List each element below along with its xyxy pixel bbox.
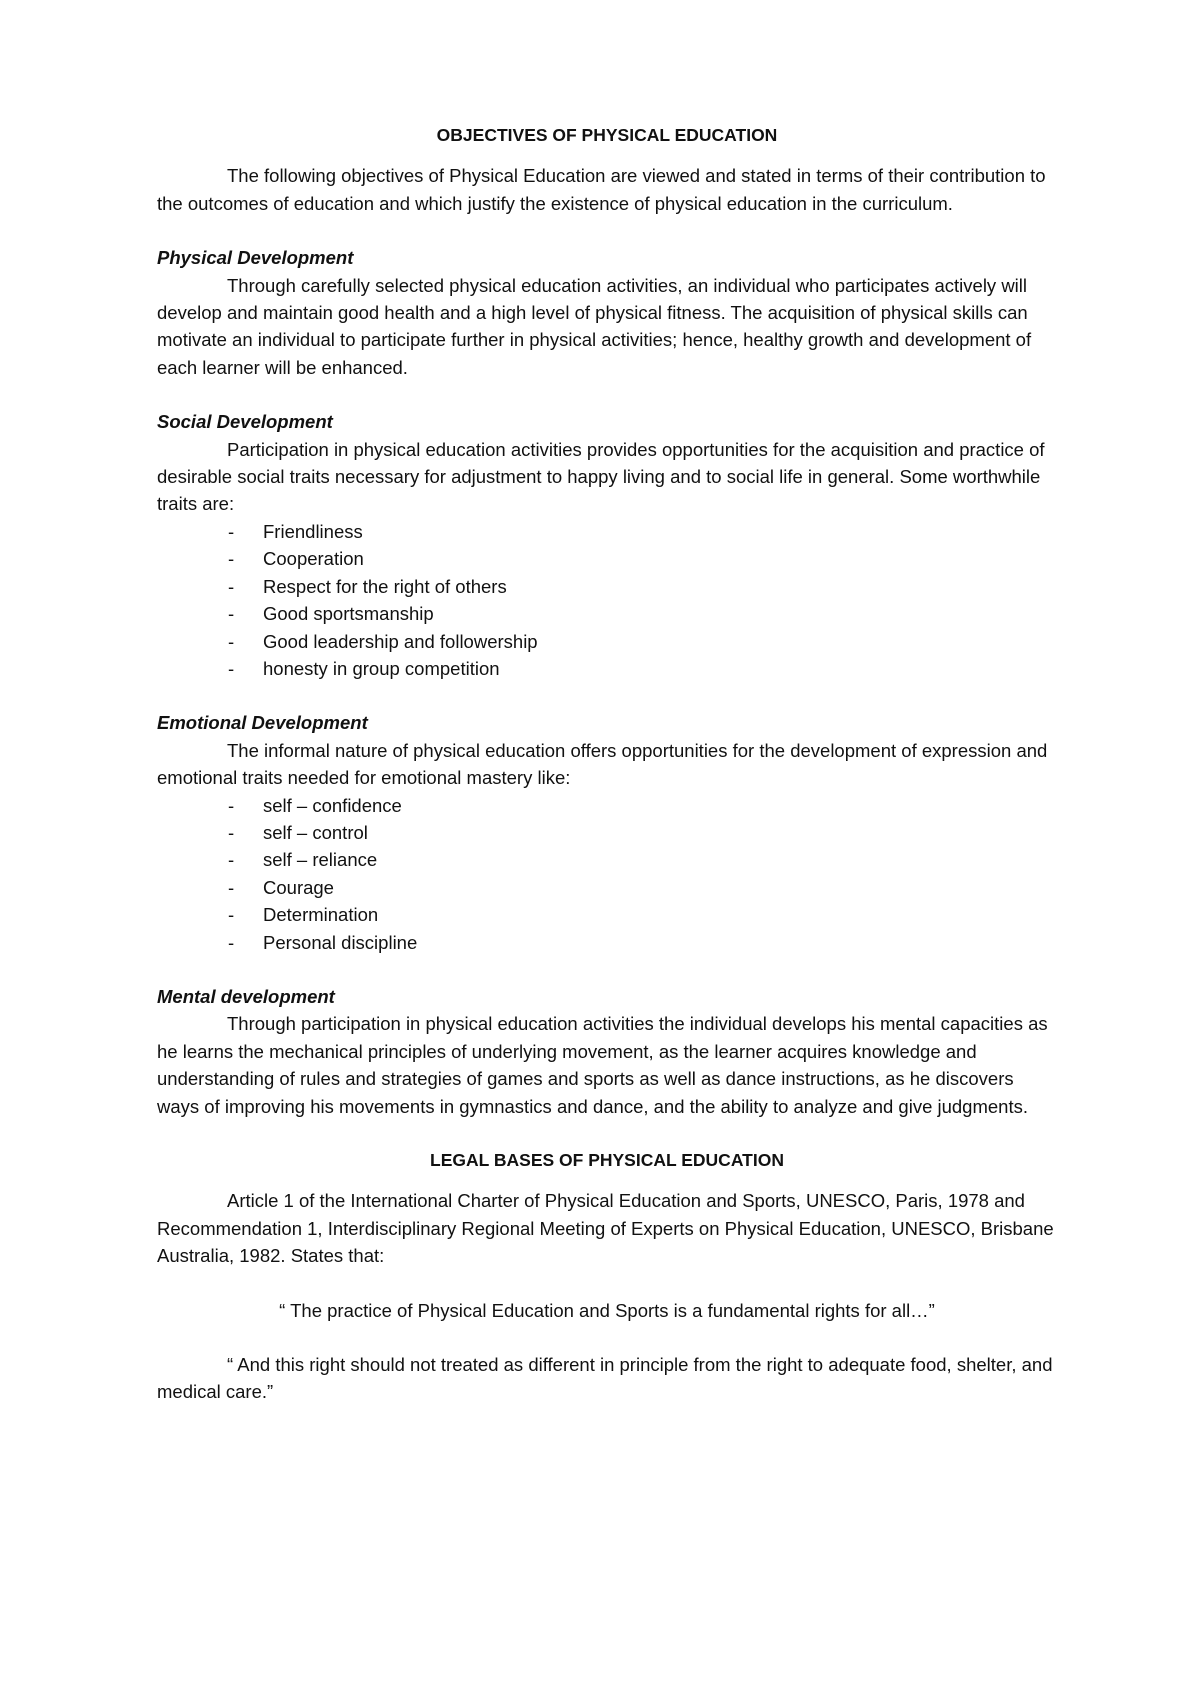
dash-marker: -: [228, 548, 235, 570]
list-item-text: Good sportsmanship: [263, 603, 434, 625]
list-item: [157, 846, 1057, 873]
list-item-text: Respect for the right of others: [263, 575, 507, 597]
section-social-development: [157, 408, 1057, 682]
list-item: [157, 655, 1057, 682]
list-item: [157, 600, 1057, 627]
dash-marker: -: [228, 876, 235, 898]
dash-marker: -: [228, 630, 235, 652]
list-item: [157, 874, 1057, 901]
dash-marker: -: [228, 821, 235, 843]
dash-marker: -: [228, 931, 235, 953]
dash-marker: -: [228, 520, 235, 542]
dash-marker: -: [228, 794, 235, 816]
document-content: [157, 122, 1057, 1406]
section-text: Through carefully selected physical education activities, an individual who participates actively will develop and maintain good health and a high level of physical fitness. The acquisition of physical skills can motivate an individual to participate further in physical activities; hence, healthy growth and development of each learner will be enhanced.: [157, 274, 1032, 378]
list-item: [157, 628, 1057, 655]
list-item-text: Personal discipline: [263, 931, 418, 953]
list-item-text: Good leadership and followership: [263, 630, 538, 652]
list-item-text: self – control: [263, 821, 368, 843]
list-item-text: Cooperation: [263, 548, 364, 570]
dash-marker: -: [228, 657, 235, 679]
section-heading: Physical Development: [157, 247, 354, 269]
list-item-text: Friendliness: [263, 520, 363, 542]
section-emotional-development: [157, 709, 1057, 956]
section-physical-development: [157, 244, 1057, 381]
list-item: [157, 573, 1057, 600]
traits-list: [157, 518, 1057, 682]
section-text: The informal nature of physical education offers opportunities for the development of expression and emotional traits needed for emotional mastery like:: [157, 739, 1048, 789]
legal-quote-2: “ And this right should not treated as different in principle from the right to adequate food, shelter, and medical care.”: [157, 1354, 1053, 1403]
section-text: Through participation in physical education activities the individual develops his mental capacities as he learns the mechanical principles of underlying movement, as the learner acquires knowledge and understanding of rules and strategies of games and sports as well as dance instructions, as he discovers ways of improving his movements in gymnastics and dance, and the ability to analyze and give judgments.: [157, 1013, 1048, 1117]
dash-marker: -: [228, 575, 235, 597]
legal-text: Article 1 of the International Charter of Physical Education and Sports, UNESCO, Paris, 1978 and Recommendation 1, Interdisciplinary Regional Meeting of Experts on Physical Education, UNESCO, Brisbane Australia, 1982. States that:: [157, 1190, 1054, 1267]
dash-marker: -: [228, 603, 235, 625]
list-item: [157, 518, 1057, 545]
list-item: [157, 819, 1057, 846]
traits-list: [157, 792, 1057, 956]
section-text: Participation in physical education activities provides opportunities for the acquisition and practice of desirable social traits necessary for adjustment to happy living and to social life in general. Some worthwhile traits are:: [157, 438, 1045, 515]
list-item: [157, 545, 1057, 572]
list-item-text: self – reliance: [263, 849, 378, 871]
objectives-title: OBJECTIVES OF PHYSICAL EDUCATION: [436, 125, 778, 145]
dash-marker: -: [228, 849, 235, 871]
section-heading: Mental development: [157, 985, 335, 1007]
dash-marker: -: [228, 904, 235, 926]
list-item-text: self – confidence: [263, 794, 402, 816]
list-item-text: honesty in group competition: [263, 657, 500, 679]
legal-quote-1: “ The practice of Physical Education and Sports is a fundamental rights for all…”: [279, 1299, 935, 1321]
list-item-text: Determination: [263, 904, 379, 926]
list-item: [157, 901, 1057, 928]
objectives-intro: The following objectives of Physical Education are viewed and stated in terms of their contribution to the outcomes of education and which justify the existence of physical education in the curriculum.: [157, 165, 1046, 214]
section-mental-development: [157, 983, 1057, 1120]
legal-title: LEGAL BASES OF PHYSICAL EDUCATION: [430, 1150, 784, 1170]
section-heading: Social Development: [157, 411, 333, 433]
list-item: [157, 792, 1057, 819]
list-item-text: Courage: [263, 876, 334, 898]
section-heading: Emotional Development: [157, 712, 368, 734]
list-item: [157, 929, 1057, 956]
